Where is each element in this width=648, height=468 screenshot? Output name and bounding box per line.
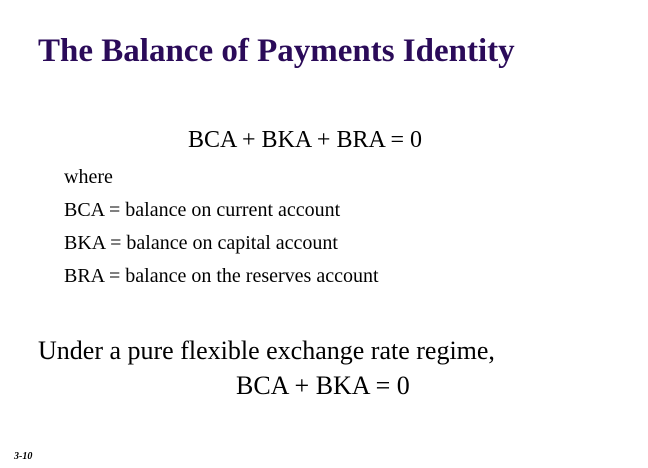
- definition-bca: BCA = balance on current account: [64, 199, 341, 221]
- slide-number: 3-10: [14, 451, 33, 462]
- definitions-list: [64, 161, 379, 293]
- bop-identity-equation: BCA + BKA + BRA = 0: [188, 127, 422, 153]
- definition-bra: BRA = balance on the reserves account: [64, 265, 379, 287]
- flexible-identity-equation: BCA + BKA = 0: [236, 371, 410, 400]
- flexible-regime-text: Under a pure flexible exchange rate regime,: [38, 336, 495, 365]
- slide-title: The Balance of Payments Identity: [38, 33, 515, 69]
- definition-bka: BKA = balance on capital account: [64, 232, 338, 254]
- definition-where: where: [64, 166, 113, 188]
